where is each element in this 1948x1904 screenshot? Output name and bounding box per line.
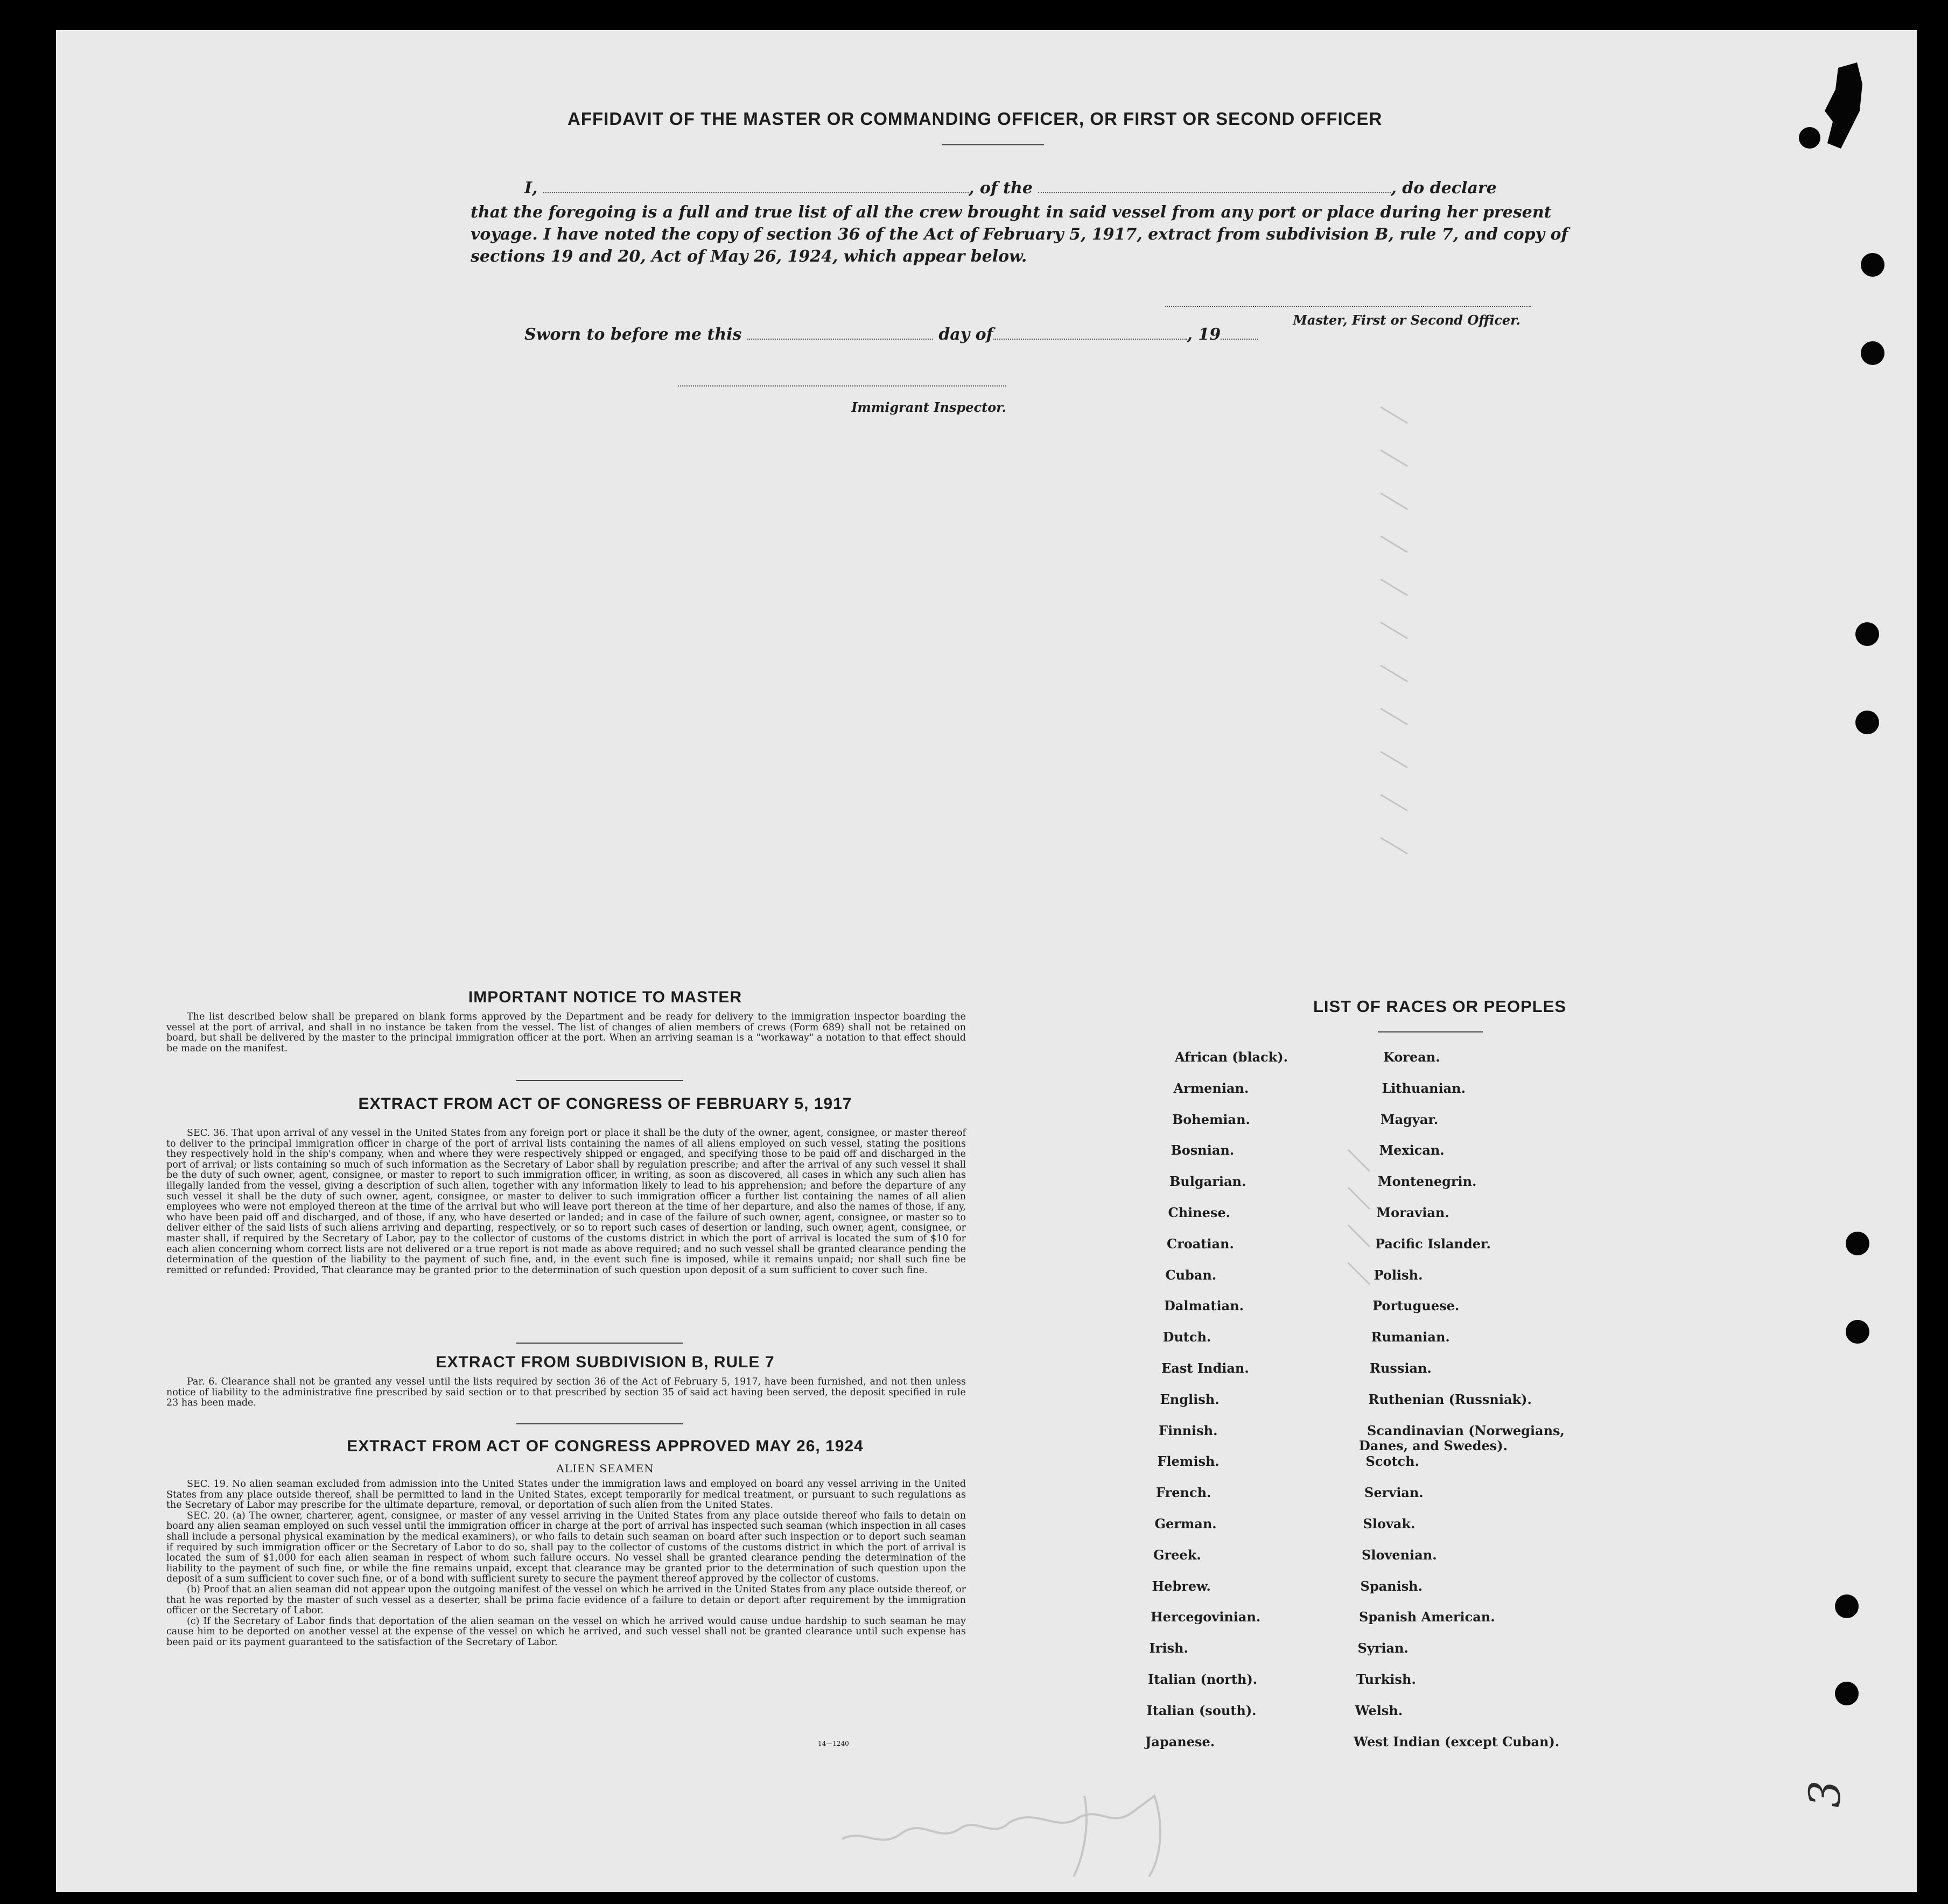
race-item: Chinese. [1168, 1205, 1231, 1220]
master-signature-line[interactable] [1165, 306, 1531, 307]
punch-hole [1835, 1594, 1859, 1618]
affidavit-first-line [524, 179, 1574, 198]
race-item: East Indian. [1161, 1360, 1249, 1376]
notice-divider [516, 1080, 683, 1081]
race-item: Flemish. [1157, 1453, 1220, 1470]
race-item: African (black). [1175, 1049, 1288, 1065]
alien-seamen-subtitle: ALIEN SEAMEN [556, 1462, 654, 1475]
document-page [56, 30, 1917, 1892]
affidavit-i: I, [524, 179, 538, 198]
section-20a-paragraph: SEC. 20. (a) The owner, charterer, agent, consignee, or master of any vessel arriving in the United States from any place outside thereof who fails to detain on board any alien seaman employed on such vessel until the immigration officer in charge at the port of arrival has inspected such seaman (which inspection in all cases shall include a personal physical examination by the medical examiners), or who fails to detain such seaman on board after such inspection or to deport such seaman if required by such immigration officer or the Secretary of Labor to do so, shall pay to the collector of customs of the customs district in which the port of arrival is located the sum of $1,000 for each alien seaman in respect of whom such failure occurs. No vessel shall be granted clearance pending the determination of the liability to the payment of such fine, or while the fine remains unpaid, except that clearance may be granted prior to the determination of such question upon the deposit of a sum sufficient to cover such fine, or of a bond with sufficient surety to secure the payment thereof approved by the collector of customs. [166, 1510, 966, 1585]
race-item: Irish. [1149, 1640, 1188, 1656]
master-signature-caption: Master, First or Second Officer. [1293, 312, 1520, 328]
race-item: Italian (north). [1148, 1671, 1258, 1687]
race-item: Korean. [1383, 1049, 1440, 1065]
race-item: Syrian. [1357, 1640, 1409, 1656]
punch-hole [1846, 1232, 1869, 1255]
race-item: Rumanian. [1371, 1329, 1450, 1345]
punch-hole [1835, 1682, 1859, 1705]
race-item: Cuban. [1165, 1267, 1217, 1283]
section-36-paragraph: SEC. 36. That upon arrival of any vessel in the United States from any foreign port or place it shall be the duty of the owner, agent, consignee, or master thereof to deliver to the principal immigration officer in charge of the port of arrival lists containing the names of all aliens employed on such vessel, stating the positions they respectively hold in the ship's company, when and where they were respectively shipped or engaged, and specifying those to be paid off and discharged in the port of arrival; or lists containing so much of such information as the Secretary of Labor shall by regulation prescribe; and after the arrival of any such vessel it shall be the duty of such owner, agent, consignee, or master to report to such immigration officer, in writing, as soon as discovered, all cases in which any such alien has illegally landed from the vessel, giving a description of such alien, together with any information likely to lead to his apprehension; and before the departure of any such vessel it shall be the duty of such owner, agent, consignee, or master to deliver to such immigration officer a further list containing the names of all alien employees who were not employed thereon at the time of the arrival but who will leave port thereon at the time of her departure, and also the names of those, if any, who have been paid off and discharged, and of those, if any, who have deserted or landed; and in case of the failure of such owner, agent, consignee, or master so to deliver either of the said lists of such aliens arriving and departing, respectively, or so to report such cases of desertion or landing, such owner, agent, consignee, or master shall, if required by the Secretary of Labor, pay to the collector of customs of the customs district in which the port of arrival is located the sum of $10 for each alien concerning whom correct lists are not delivered or a true report is not made as above required; and no such vessel shall be granted clearance pending the determination of the question of the liability to the payment of such fine, and, in the event such fine is imposed, while it remains unpaid; nor shall such fine be remitted or refunded: Provided, That clearance may be granted prior to the determination of such question upon deposit of a sum sufficient to cover such fine. [166, 1128, 966, 1276]
race-item: Japanese. [1145, 1733, 1215, 1750]
race-item: Greek. [1153, 1547, 1201, 1563]
race-item: Bohemian. [1172, 1111, 1250, 1127]
punch-hole [1846, 1320, 1869, 1344]
extract-1917-text [166, 1128, 966, 1276]
races-title: LIST OF RACES OR PEOPLES [1313, 997, 1567, 1016]
race-item: Turkish. [1356, 1671, 1416, 1687]
race-item: Italian (south). [1146, 1702, 1257, 1718]
handwritten-signature [831, 1774, 1197, 1882]
affidavit-title: AFFIDAVIT OF THE MASTER OR COMMANDING OFFICER, OR FIRST OR SECOND OFFICER [567, 109, 1383, 129]
race-item: Scotch. [1365, 1453, 1419, 1470]
section-20c-paragraph: (c) If the Secretary of Labor finds that deportation of the alien seaman on the vessel on which he arrived would cause undue hardship to such seaman he may cause him to be deported on another vessel at the expense of the vessel on which he arrived, and such vessel shall not be granted clearance until such expense has been paid or its payment guaranteed to the satisfaction of the Secretary of Labor. [166, 1615, 966, 1648]
race-item: German. [1154, 1516, 1217, 1531]
name-blank[interactable] [543, 179, 969, 193]
rule7-text [166, 1377, 966, 1409]
race-item: Polish. [1374, 1267, 1423, 1283]
race-item: Spanish American. [1359, 1609, 1495, 1625]
race-item: Russian. [1370, 1360, 1432, 1376]
section-20b-paragraph: (b) Proof that an alien seaman did not appear upon the outgoing manifest of the vessel on which he arrived in the United States from any place outside thereof, or that he was reported by the master of such vessel as a deserter, shall be prima facie evidence of a failure to detain or deport after requirement by the immigration officer or the Secretary of Labor. [166, 1584, 966, 1617]
sworn-day-blank[interactable] [747, 326, 933, 340]
race-item: Moravian. [1376, 1205, 1449, 1220]
punch-hole [1861, 253, 1884, 277]
sworn-month-blank[interactable] [993, 326, 1187, 340]
rule7-title: EXTRACT FROM SUBDIVISION B, RULE 7 [436, 1353, 775, 1371]
race-item: Welsh. [1355, 1702, 1403, 1718]
section-19-paragraph: SEC. 19. No alien seaman excluded from admission into the United States under the immigration laws and employed on board any vessel arriving in the United States from any place outside thereof, shall be permitted to land in the United States, except temporarily for medical treatment, or pursuant to such regulations as the Secretary of Labor may prescribe for the ultimate departure, removal, or deportation of such alien from the United States. [166, 1479, 966, 1511]
sworn-day-of: day of [938, 325, 993, 344]
affidavit-body: that the foregoing is a full and true list of all the crew brought in said vessel from any port or place during her present voyage. I have noted the copy of section 36 of the Act of February 5, 1917, extract from subdivision B, rule 7, and copy of sections 19 and 20, Act of May 26, 1924, which appear below. [471, 203, 1568, 266]
race-item: Dutch. [1162, 1329, 1211, 1345]
punch-hole [1855, 711, 1879, 734]
race-item: Hebrew. [1152, 1578, 1211, 1594]
race-item: Bulgarian. [1169, 1174, 1246, 1190]
torn-corner-mark [1768, 52, 1876, 170]
notice-paragraph: The list described below shall be prepared on blank forms approved by the Department and be ready for delivery to the immigration inspector boarding the vessel at the port of arrival, and shall in no instance be taken from the vessel. The list of changes of alien members of crews (Form 689) shall not be retained on board, but shall be delivered by the master to the principal immigration officer at the port. When an arriving seaman is a "workaway" a notation to that effect should be made on the manifest. [166, 1011, 966, 1054]
race-item: Slovenian. [1362, 1547, 1437, 1563]
race-item: Danes, and Swedes). [1359, 1437, 1508, 1453]
punch-hole [1861, 341, 1884, 365]
sworn-year-blank[interactable] [1221, 326, 1258, 340]
race-item: Dalmatian. [1164, 1298, 1244, 1314]
extract-1917-divider [516, 1343, 683, 1344]
race-item: Montenegrin. [1378, 1174, 1477, 1190]
sworn-line [524, 325, 1258, 344]
race-item: Spanish. [1360, 1578, 1423, 1594]
race-item: Croatian. [1167, 1235, 1234, 1252]
race-item: Portuguese. [1372, 1298, 1460, 1314]
race-item: Scandinavian (Norwegians, [1367, 1422, 1565, 1438]
vessel-blank[interactable] [1038, 179, 1391, 193]
inspector-signature-line[interactable] [678, 385, 1006, 387]
race-item: Armenian. [1173, 1080, 1249, 1096]
extract-1917-title: EXTRACT FROM ACT OF CONGRESS OF FEBRUARY 5, 1917 [358, 1095, 852, 1113]
race-item: Magyar. [1381, 1111, 1439, 1127]
race-item: Ruthenian (Russniak). [1368, 1391, 1532, 1407]
sworn-prefix: Sworn to before me this [524, 325, 742, 344]
race-item: Hercegovinian. [1151, 1609, 1261, 1625]
race-item: English. [1160, 1391, 1220, 1407]
race-item: Bosnian. [1171, 1142, 1235, 1158]
form-number: 14—1240 [818, 1740, 849, 1747]
race-item: French. [1156, 1485, 1211, 1501]
notice-text [166, 1012, 966, 1054]
inspector-caption: Immigrant Inspector. [851, 399, 1006, 415]
title-divider [942, 144, 1044, 145]
race-item: Mexican. [1379, 1142, 1445, 1158]
race-item: Servian. [1364, 1485, 1424, 1501]
sworn-year: , 19 [1187, 325, 1221, 344]
race-item: Finnish. [1159, 1422, 1218, 1438]
affidavit-of-the: , of the [968, 179, 1033, 198]
races-divider [1378, 1031, 1483, 1032]
race-item: Lithuanian. [1382, 1080, 1466, 1096]
rule7-paragraph: Par. 6. Clearance shall not be granted any vessel until the lists required by section 36 of the Act of February 5, 1917, have been furnished, and not then unless notice of liability to the administrative fine prescribed by said section or to that prescribed by section 35 of said act having been served, the deposit specified in rule 23 has been made. [166, 1376, 966, 1409]
affidavit-do-declare: , do declare [1391, 179, 1497, 198]
page-number-mark: 3 [1799, 1780, 1850, 1808]
race-item: Slovak. [1363, 1516, 1416, 1531]
race-item: Pacific Islander. [1375, 1235, 1491, 1252]
extract-1924-text [166, 1479, 966, 1648]
punch-hole [1855, 622, 1879, 646]
race-item: West Indian (except Cuban). [1354, 1733, 1560, 1750]
rule7-divider [516, 1423, 683, 1424]
extract-1924-title: EXTRACT FROM ACT OF CONGRESS APPROVED MAY 26, 1924 [347, 1437, 864, 1455]
notice-title: IMPORTANT NOTICE TO MASTER [468, 988, 742, 1006]
